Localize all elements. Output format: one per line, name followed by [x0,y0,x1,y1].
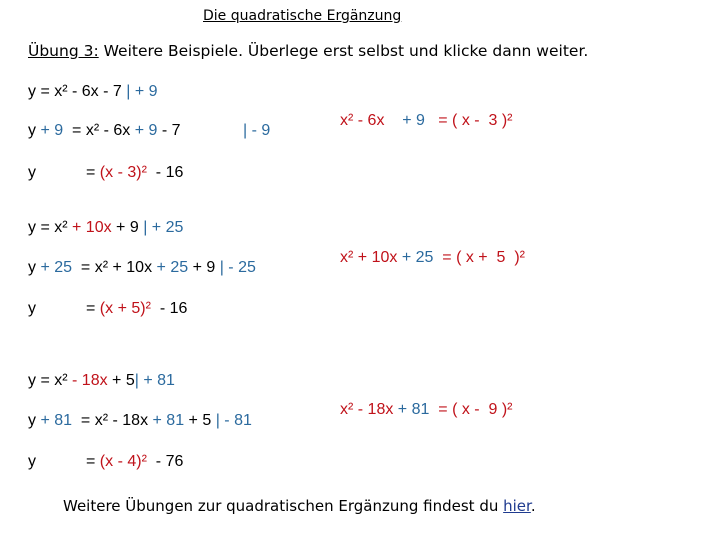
formula-segment: - 16 [146,164,184,181]
formula-segment: | - 9 [243,122,271,139]
formula-segment: + 9 [111,219,144,236]
example1-line2-operation [243,122,270,140]
formula-segment: | - 25 [219,259,256,276]
formula-segment: + 25 [36,259,77,276]
formula-segment: = x² - 18x [76,412,153,429]
formula-segment: y [28,259,36,276]
formula-segment: + 10x [72,219,112,236]
example3-line3-y: y [28,453,36,470]
formula-segment: = [86,453,100,470]
formula-segment: = x² + 10x [76,259,157,276]
formula-segment: + 9 [388,112,439,129]
formula-segment: + 9 [134,122,158,139]
formula-segment: - 7 [157,122,181,139]
example3-aside [340,401,513,419]
formula-segment: = ( x - 9 )² [429,401,513,418]
example2-line3-y: y [28,300,36,317]
example2-line3 [86,300,187,318]
formula-segment: + 25 [401,249,434,266]
formula-segment: + 5 [107,372,135,389]
formula-segment: x² - 6x [340,112,389,129]
formula-segment: = [86,300,100,317]
page-title: Die quadratische Ergänzung [203,8,402,24]
example2-line2 [28,259,256,277]
footer-text: Weitere Übungen zur quadratischen Ergänzung findest du [63,497,504,515]
formula-segment: | - 81 [215,412,252,429]
formula-segment: = ( x - 3 )² [438,112,513,129]
example2-aside [340,249,525,267]
formula-segment: - 16 [150,300,188,317]
formula-segment: y = x² [28,372,73,389]
formula-segment: | + 9 [126,83,158,100]
formula-segment: | + 25 [143,219,184,236]
formula-segment: (x + 5)² [99,300,151,317]
formula-segment: x² + 10x [340,249,402,266]
example1-line3-y: y [28,164,36,181]
more-exercises-link[interactable]: hier [503,497,531,515]
formula-segment: = ( x + 5 )² [433,249,525,266]
formula-segment: - 18x [72,372,108,389]
formula-segment: + 81 [36,412,77,429]
formula-segment: y [28,412,36,429]
formula-segment: y = x² [28,219,73,236]
formula-segment: - 76 [146,453,184,470]
formula-segment: + 9 [36,122,68,139]
formula-segment: (x - 4)² [99,453,147,470]
example3-line2 [28,412,252,430]
formula-segment: (x - 3)² [99,164,147,181]
example3-line3 [86,453,183,471]
example1-aside [340,112,512,130]
formula-segment: | + 81 [134,372,175,389]
formula-segment: y = x² - 6x - 7 [28,83,127,100]
formula-segment: + 25 [156,259,189,276]
footer-note [63,497,536,515]
formula-segment: + 9 [188,259,220,276]
formula-segment: + 81 [152,412,185,429]
exercise-heading [28,42,588,60]
formula-segment: = x² - 6x [67,122,135,139]
formula-segment: + 81 [397,401,430,418]
example2-line1 [28,219,183,237]
formula-segment: y [28,122,36,139]
example1-line2 [28,122,181,140]
formula-segment: + 5 [184,412,216,429]
formula-segment: x² - 18x [340,401,398,418]
exercise-text: Weitere Beispiele. Überlege erst selbst und klicke dann weiter. [103,42,589,60]
example3-line1 [28,372,175,390]
footer-end: . [530,497,536,515]
exercise-label: Übung 3: [28,42,99,60]
example1-line1 [28,83,158,101]
formula-segment: = [86,164,100,181]
example1-line3 [86,164,183,182]
